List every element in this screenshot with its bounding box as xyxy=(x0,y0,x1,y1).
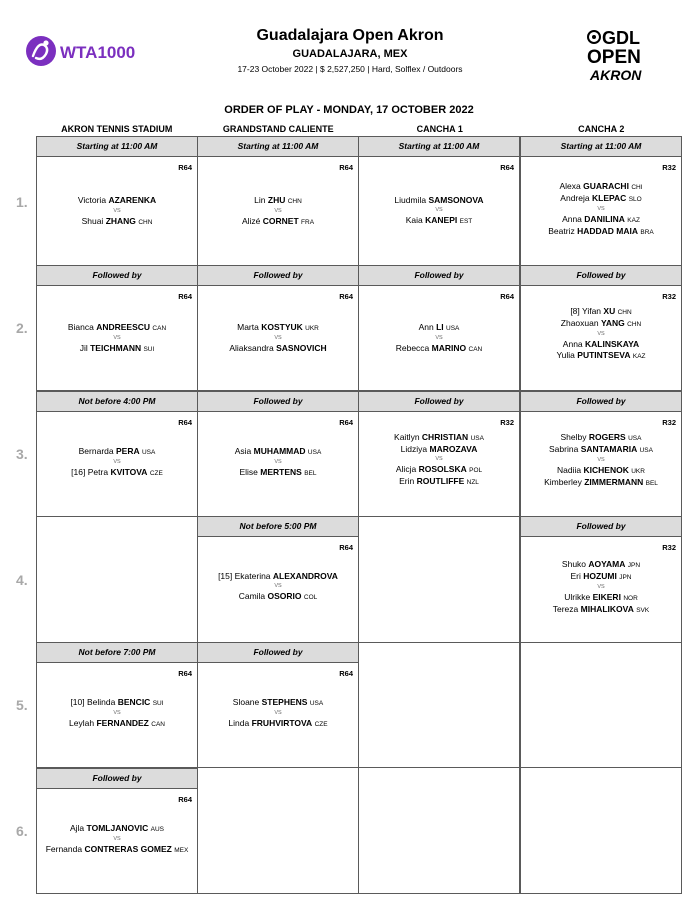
time-band: Not before 4:00 PM xyxy=(36,391,198,412)
player: [16] Petra KVITOVA CZE xyxy=(71,467,163,477)
round-label: R64 xyxy=(178,669,192,678)
round-label: R64 xyxy=(339,669,353,678)
singles-match xyxy=(37,823,197,856)
vs-label: VS xyxy=(274,335,282,341)
singles-match xyxy=(37,322,197,355)
doubles-match xyxy=(521,432,681,489)
court-header-cancha-1: CANCHA 1 xyxy=(416,124,463,134)
round-label: R32 xyxy=(662,163,676,172)
match-cell xyxy=(36,156,198,266)
match-cell xyxy=(358,156,520,266)
empty-cell xyxy=(197,767,359,894)
player: Bianca ANDREESCU CAN xyxy=(67,322,167,332)
player: Shelby ROGERS USA xyxy=(560,432,642,442)
time-band: Starting at 11:00 AM xyxy=(358,136,520,157)
time-band: Followed by xyxy=(197,265,359,286)
row-number-5: 5. xyxy=(16,697,28,713)
time-band: Followed by xyxy=(520,516,682,537)
round-label: R32 xyxy=(662,418,676,427)
vs-label: VS xyxy=(597,331,605,337)
time-band: Followed by xyxy=(197,391,359,412)
vs-label: VS xyxy=(274,710,282,716)
row-number-4: 4. xyxy=(16,572,28,588)
court-headers xyxy=(36,122,682,136)
vs-label: VS xyxy=(435,335,443,341)
round-label: R64 xyxy=(178,292,192,301)
player: Linda FRUHVIRTOVA CZE xyxy=(228,718,328,728)
match-cell xyxy=(197,156,359,266)
singles-match xyxy=(359,195,519,227)
match-cell xyxy=(520,411,682,517)
time-band: Followed by xyxy=(36,768,198,789)
player: Ann LI USA xyxy=(418,322,460,332)
vs-label: VS xyxy=(435,456,443,462)
player: Lin ZHU CHN xyxy=(254,195,302,205)
player: Camila OSORIO COL xyxy=(238,591,318,601)
singles-match xyxy=(37,697,197,730)
player: Zhaoxuan YANG CHN xyxy=(560,318,642,328)
event-title: Guadalajara Open Akron xyxy=(256,27,444,44)
player: Sloane STEPHENS USA xyxy=(232,697,324,707)
round-label: R64 xyxy=(339,292,353,301)
svg-text:OPEN: OPEN xyxy=(587,47,641,68)
match-cell xyxy=(197,285,359,391)
player: Jil TEICHMANN SUI xyxy=(79,343,155,353)
singles-match xyxy=(198,322,358,354)
row-number-2: 2. xyxy=(16,320,28,336)
singles-match xyxy=(37,446,197,479)
player: Kimberley ZIMMERMANN BEL xyxy=(544,477,658,487)
match-cell xyxy=(358,411,520,517)
court-header-akron-tennis-stadium: AKRON TENNIS STADIUM xyxy=(61,124,173,134)
vs-label: VS xyxy=(274,459,282,465)
player: Kaia KANEPI EST xyxy=(405,215,473,225)
match-cell xyxy=(36,662,198,768)
player: Alizé CORNET FRA xyxy=(241,216,315,226)
vs-label: VS xyxy=(274,583,282,589)
match-cell xyxy=(520,536,682,643)
time-band: Starting at 11:00 AM xyxy=(520,136,682,157)
row-number-6: 6. xyxy=(16,823,28,839)
match-cell xyxy=(197,411,359,517)
player: Liudmila SAMSONOVA xyxy=(394,195,484,205)
player: Bernarda PERA USA xyxy=(78,446,156,456)
player: Lidziya MAROZAVA xyxy=(400,444,478,454)
player: Leylah FERNANDEZ CAN xyxy=(69,718,165,728)
order-of-play-title: ORDER OF PLAY - MONDAY, 17 OCTOBER 2022 xyxy=(224,104,474,116)
court-column-cancha-1 xyxy=(358,136,520,894)
court-column-grandstand-caliente xyxy=(197,136,359,894)
match-cell xyxy=(358,285,520,391)
match-cell xyxy=(197,536,359,643)
round-label: R64 xyxy=(178,795,192,804)
round-label: R64 xyxy=(178,163,192,172)
match-cell xyxy=(36,411,198,517)
round-label: R64 xyxy=(339,543,353,552)
singles-match xyxy=(198,697,358,730)
singles-match xyxy=(198,446,358,479)
event-location: GUADALAJARA, MEX xyxy=(292,48,408,60)
doubles-match xyxy=(521,559,681,616)
player: Ajla TOMLJANOVIC AUS xyxy=(69,823,165,833)
round-label: R32 xyxy=(662,543,676,552)
player: Anna DANILINA KAZ xyxy=(562,214,640,224)
player: [8] Yifan XU CHN xyxy=(570,306,632,316)
player: Anna KALINSKAYA xyxy=(562,339,640,349)
round-label: R64 xyxy=(339,163,353,172)
singles-match xyxy=(359,322,519,355)
svg-text:GDL: GDL xyxy=(602,28,640,48)
doubles-match xyxy=(521,181,681,238)
vs-label: VS xyxy=(435,207,443,213)
empty-cell xyxy=(36,516,198,643)
singles-match xyxy=(37,195,197,228)
schedule-grid xyxy=(36,136,682,894)
time-band: Starting at 11:00 AM xyxy=(36,136,198,157)
match-cell xyxy=(520,156,682,266)
row-number-3: 3. xyxy=(16,446,28,462)
match-cell xyxy=(520,285,682,391)
court-column-cancha-2 xyxy=(520,136,682,894)
vs-label: VS xyxy=(274,208,282,214)
player: Elise MERTENS BEL xyxy=(239,467,317,477)
empty-cell xyxy=(358,767,520,894)
vs-label: VS xyxy=(597,457,605,463)
player: Ulrikke EIKERI NOR xyxy=(564,592,638,602)
player: Alexa GUARACHI CHI xyxy=(559,181,643,191)
player: Andreja KLEPAC SLO xyxy=(560,193,642,203)
court-header-grandstand-caliente: GRANDSTAND CALIENTE xyxy=(222,124,334,134)
singles-match xyxy=(198,195,358,228)
round-label: R32 xyxy=(500,418,514,427)
svg-text:WTA1000: WTA1000 xyxy=(60,43,136,62)
player: Nadiia KICHENOK UKR xyxy=(557,465,645,475)
vs-label: VS xyxy=(597,584,605,590)
doubles-match xyxy=(359,432,519,488)
round-label: R64 xyxy=(178,418,192,427)
player: Beatriz HADDAD MAIA BRA xyxy=(548,226,654,236)
doubles-match xyxy=(521,306,681,362)
vs-label: VS xyxy=(113,836,121,842)
round-label: R32 xyxy=(662,292,676,301)
player: Yulia PUTINTSEVA KAZ xyxy=(556,350,646,360)
round-label: R64 xyxy=(500,292,514,301)
time-band: Followed by xyxy=(358,265,520,286)
vs-label: VS xyxy=(113,710,121,716)
match-cell xyxy=(36,285,198,391)
player: [10] Belinda BENCIC SUI xyxy=(70,697,164,707)
event-title-block xyxy=(200,26,500,75)
row-number-1: 1. xyxy=(16,194,28,210)
singles-match xyxy=(198,571,358,603)
empty-cell xyxy=(520,767,682,894)
svg-text:AKRON: AKRON xyxy=(590,67,642,83)
match-cell xyxy=(36,788,198,894)
time-band: Followed by xyxy=(520,391,682,412)
player: Kaitlyn CHRISTIAN USA xyxy=(394,432,484,442)
empty-cell xyxy=(358,516,520,643)
player: Eri HOZUMI JPN xyxy=(570,571,632,581)
court-column-akron-tennis-stadium xyxy=(36,136,198,894)
time-band: Followed by xyxy=(36,265,198,286)
player: Victoria AZARENKA xyxy=(77,195,157,205)
player: Sabrina SANTAMARIA USA xyxy=(549,444,653,454)
player: Shuko AOYAMA JPN xyxy=(561,559,641,569)
player: Fernanda CONTRERAS GOMEZ MEX xyxy=(45,844,189,854)
match-cell xyxy=(197,662,359,768)
player: Marta KOSTYUK UKR xyxy=(237,322,319,332)
player: Aliaksandra SASNOVICH xyxy=(229,343,327,353)
event-info: 17-23 October 2022 | $ 2,527,250 | Hard, Solflex / Outdoors xyxy=(237,64,463,74)
player: Tereza MIHALIKOVA SVK xyxy=(552,604,650,614)
vs-label: VS xyxy=(113,208,121,214)
court-header-cancha-2: CANCHA 2 xyxy=(578,124,625,134)
player: Rebecca MARINO CAN xyxy=(395,343,483,353)
player: Erin ROUTLIFFE NZL xyxy=(399,476,479,486)
player: Alicja ROSOLSKA POL xyxy=(395,464,483,474)
time-band: Followed by xyxy=(520,265,682,286)
time-band: Followed by xyxy=(358,391,520,412)
gdl-open-akron-logo xyxy=(586,26,666,84)
header xyxy=(0,0,698,100)
round-label: R64 xyxy=(500,163,514,172)
time-band: Starting at 11:00 AM xyxy=(197,136,359,157)
player: [15] Ekaterina ALEXANDROVA xyxy=(218,571,338,581)
round-label: R64 xyxy=(339,418,353,427)
vs-label: VS xyxy=(113,335,121,341)
time-band: Not before 5:00 PM xyxy=(197,516,359,537)
vs-label: VS xyxy=(597,206,605,212)
vs-label: VS xyxy=(113,459,121,465)
player: Asia MUHAMMAD USA xyxy=(234,446,322,456)
time-band: Followed by xyxy=(197,642,359,663)
empty-cell xyxy=(358,642,520,768)
empty-cell xyxy=(520,642,682,768)
player: Shuai ZHANG CHN xyxy=(81,216,153,226)
time-band: Not before 7:00 PM xyxy=(36,642,198,663)
wta-1000-logo xyxy=(24,34,164,68)
